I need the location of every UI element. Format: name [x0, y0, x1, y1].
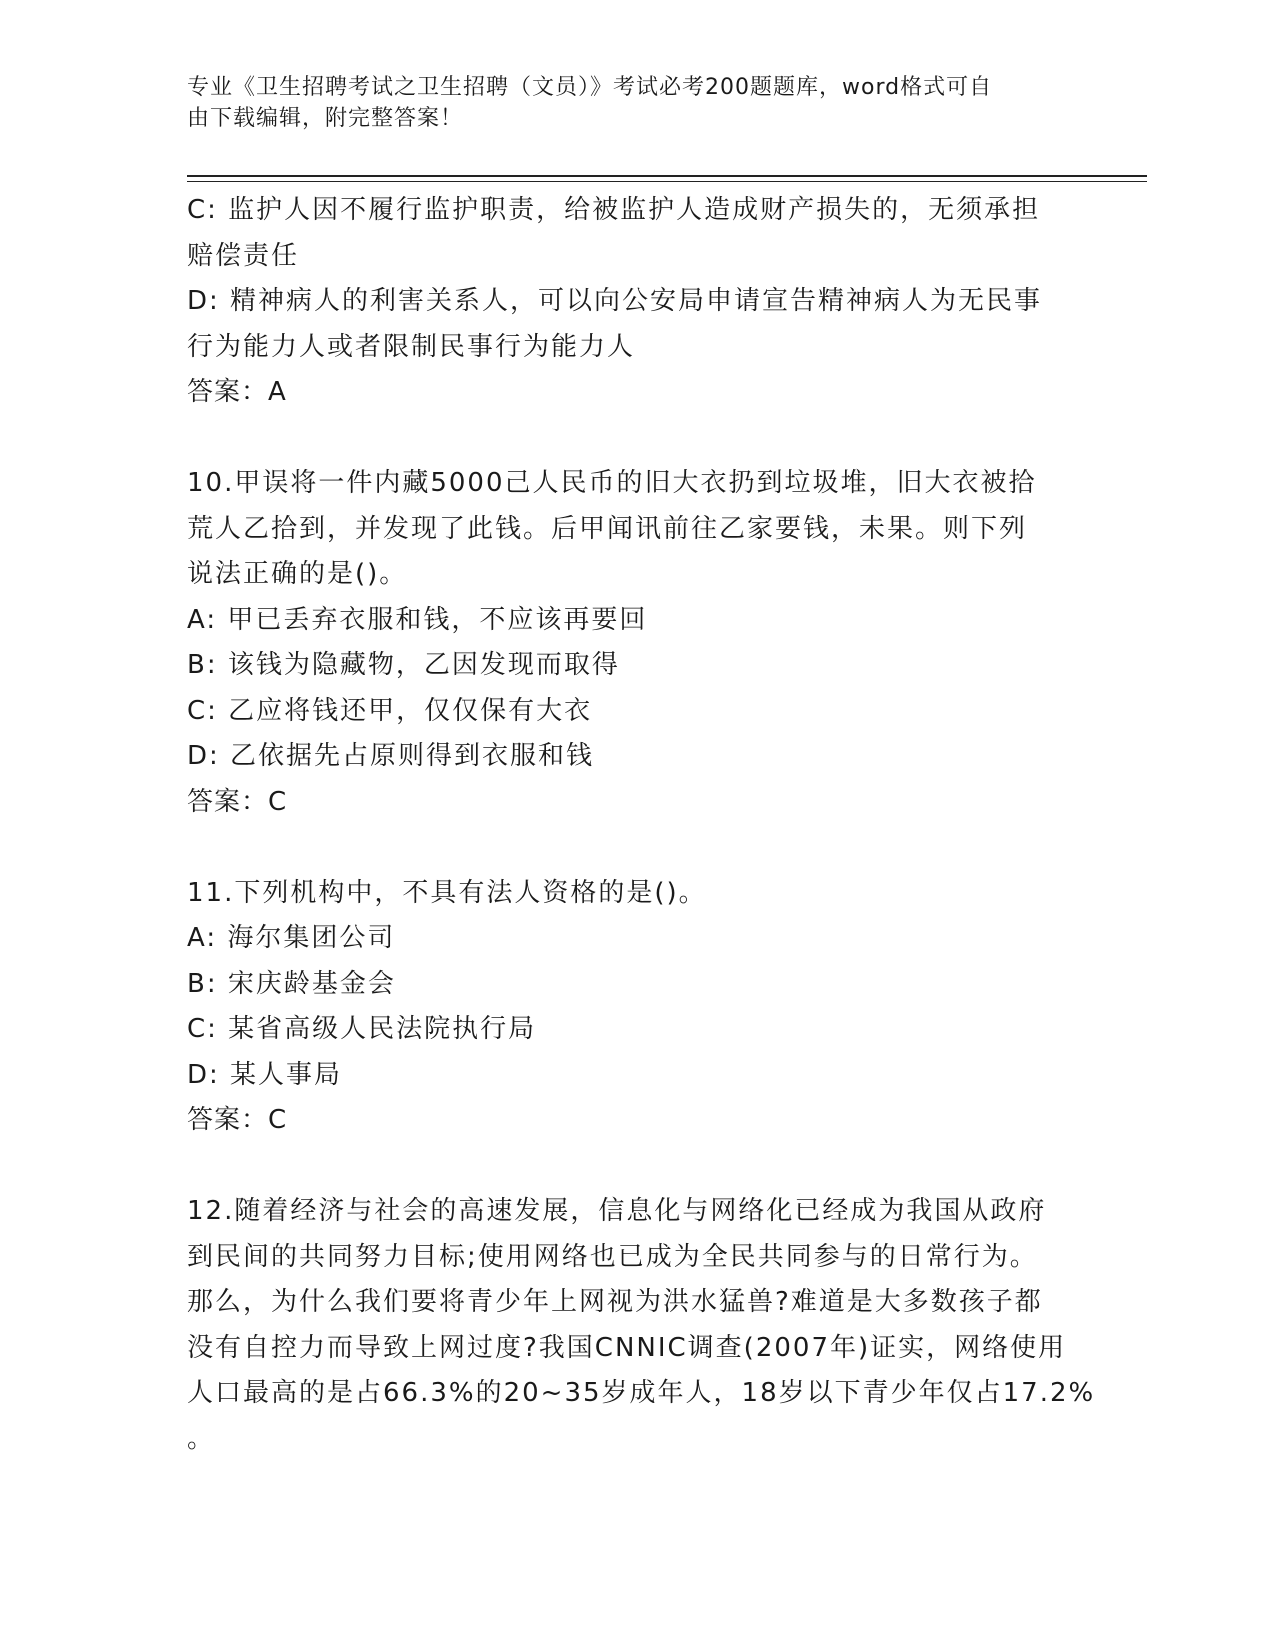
- option-a: A: 海尔集团公司: [187, 923, 396, 953]
- question-stem: 11.下列机构中，不具有法人资格的是()。: [187, 877, 707, 908]
- question-stem: 12.随着经济与社会的高速发展，信息化与网络化已经成为我国从政府: [187, 1196, 1047, 1226]
- header-line-1: 专业《卫生招聘考试之卫生招聘（文员）》考试必考200题题库，word格式可自: [187, 75, 993, 100]
- option-d-continued: 行为能力人或者限制民事行为能力人: [187, 331, 636, 362]
- answer: 答案：A: [187, 377, 287, 407]
- spacer: [187, 1144, 1087, 1190]
- spacer: [187, 825, 1087, 871]
- header-divider-thin: [187, 181, 1147, 182]
- question-stem-continued: 没有自控力而导致上网过度?我国CNNIC调查(2007年)证实，网络使用: [187, 1332, 1067, 1363]
- option-d: D: 某人事局: [187, 1059, 343, 1090]
- option-b: B: 宋庆龄基金会: [187, 968, 396, 999]
- option-c: C: 某省高级人民法院执行局: [187, 1014, 537, 1044]
- question-stem: 10.甲误将一件内藏5000己人民币的旧大衣扔到垃圾堆，旧大衣被拾: [187, 468, 1037, 498]
- document-header: [187, 72, 1067, 134]
- question-stem-continued: 荒人乙拾到，并发现了此钱。后甲闻讯前往乙家要钱，未果。则下列: [187, 513, 1028, 544]
- header-divider-thick: [187, 175, 1147, 177]
- question-stem-continued: 。: [187, 1423, 216, 1454]
- question-stem-continued: 说法正确的是()。: [187, 559, 408, 589]
- question-stem-continued: 那么，为什么我们要将青少年上网视为洪水猛兽?难道是大多数孩子都: [187, 1287, 1043, 1317]
- option-a: A: 甲已丢弃衣服和钱，不应该再要回: [187, 604, 648, 635]
- option-c-continued: 赔偿责任: [187, 240, 300, 271]
- header-line-2: 由下载编辑，附完整答案！: [187, 106, 464, 131]
- question-12: [187, 1189, 1096, 1462]
- question-content: [187, 188, 1096, 1462]
- spacer: [187, 416, 1087, 462]
- answer: 答案：C: [187, 1105, 288, 1135]
- option-c: C: 监护人因不履行监护职责，给被监护人造成财产损失的，无须承担: [187, 195, 1041, 225]
- question-11: [187, 871, 1087, 1144]
- option-d: D: 乙依据先占原则得到衣服和钱: [187, 741, 595, 771]
- question-stem-continued: 到民间的共同努力目标;使用网络也已成为全民共同参与的日常行为。: [187, 1241, 1038, 1272]
- option-b: B: 该钱为隐藏物，乙因发现而取得: [187, 650, 620, 680]
- question-10: [187, 461, 1087, 825]
- option-d: D: 精神病人的利害关系人，可以向公安局申请宣告精神病人为无民事: [187, 286, 1043, 316]
- question-prev: [187, 188, 1087, 416]
- question-stem-continued: 人口最高的是占66.3%的20~35岁成年人，18岁以下青少年仅占17.2%: [187, 1378, 1096, 1408]
- option-c: C: 乙应将钱还甲，仅仅保有大衣: [187, 695, 593, 726]
- answer: 答案：C: [187, 786, 288, 817]
